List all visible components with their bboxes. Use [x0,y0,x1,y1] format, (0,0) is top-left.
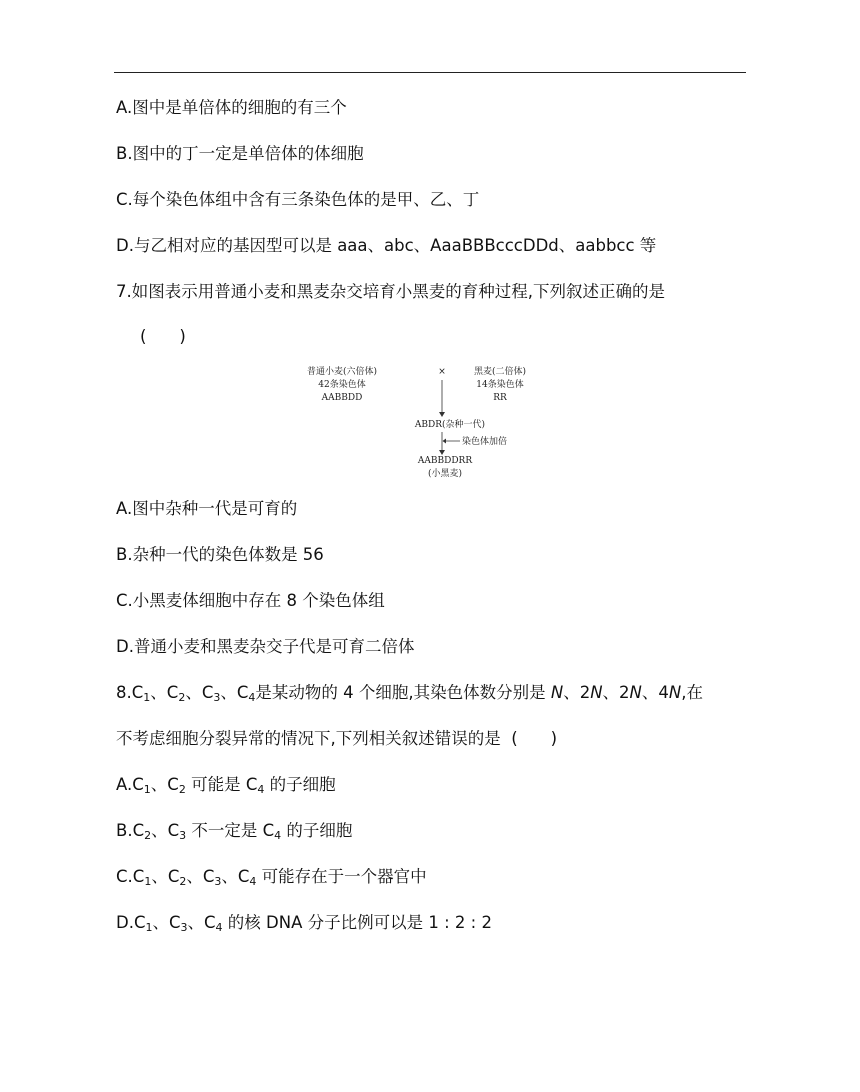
c-letter: C [132,821,145,840]
result-genome: AABBDDRR [417,456,473,466]
breeding-diagram [300,360,560,485]
breeding-diagram-svg [300,360,560,485]
subscript: 4 [215,921,223,934]
subscript: 3 [214,875,222,888]
separator: 、 [563,683,580,702]
c-letter: C [167,867,180,886]
doubling-pointer-head [443,439,447,444]
separator: 、 [185,683,202,702]
subscript: 1 [144,875,152,888]
c-letter: C [204,913,216,932]
q8-option-b [116,820,352,842]
header-rule [114,72,746,73]
c-letter: C [201,683,214,702]
doubling-label: 染色体加倍 [462,437,508,447]
n-variable: N [629,683,642,702]
c-letter: C [166,683,179,702]
subscript: 4 [257,783,265,796]
q8-answer-paren: ( ) [511,729,558,748]
c-letter: C [167,821,180,840]
q6-option-d: D.与乙相对应的基因型可以是 aaa、abc、AaaBBBcccDDd、aabbcc 等 [116,236,657,255]
n-variable: N [550,683,564,702]
c-letter: C [262,821,275,840]
c-letter: C [131,683,144,702]
c-letter: C [167,775,179,794]
separator: 、 [151,867,168,886]
subscript: 1 [145,921,153,934]
q6-option-c: C.每个染色体组中含有三条染色体的是甲、乙、丁 [116,190,480,209]
doubling-arrow-head [439,450,445,455]
option-label: B. [116,821,133,840]
subscript: 4 [274,829,282,842]
q8-stem-line1 [116,682,703,704]
result-name: (小黑麦) [427,469,463,479]
cross-arrow-head [439,412,445,417]
option-text: 的子细胞 [269,775,336,794]
q7-option-a: A.图中杂种一代是可育的 [116,499,298,518]
q7-stem: 7.如图表示用普通小麦和黑麦杂交培育小黑麦的育种过程,下列叙述正确的是 [116,282,665,301]
subscript: 3 [179,829,187,842]
separator: 、 [150,775,168,794]
hybrid-label: ABDR(杂种一代) [414,420,486,430]
option-text: 的子细胞 [286,821,353,840]
rye-genome: RR [493,393,507,403]
subscript: 3 [180,921,188,934]
subscript: 2 [178,783,186,796]
option-text: 不一定是 [191,821,263,840]
q8-stem-text: 是某动物的 4 个细胞,其染色体数分别是 [255,683,551,702]
q7-option-d: D.普通小麦和黑麦杂交子代是可育二倍体 [116,637,415,656]
q8-stem-line2 [116,728,557,750]
separator: 、 [152,913,169,932]
separator: 、 [151,821,168,840]
q8-option-d [116,912,492,934]
q7-option-c: C.小黑麦体细胞中存在 8 个染色体组 [116,591,385,610]
c-letter: C [132,775,144,794]
subscript: 2 [179,875,187,888]
q7-answer-paren: ( ) [140,327,186,346]
q8-stem-tail: ,在 [681,683,703,702]
subscript: 4 [249,875,257,888]
separator: 、 [221,867,238,886]
subscript: 3 [213,691,221,704]
q7-option-b: B.杂种一代的染色体数是 56 [116,545,324,564]
separator: 、 [187,913,205,932]
separator: 、 [186,867,203,886]
coefficient: 2 [579,683,591,702]
c-letter: C [132,867,145,886]
cross-symbol: × [438,367,446,377]
c-letter: C [236,683,249,702]
rye-chromosomes: 14条染色体 [476,380,524,390]
subscript: 2 [144,829,152,842]
separator: 、 [220,683,237,702]
rye-name: 黑麦(二倍体) [473,367,527,377]
option-text: 可能是 [191,775,246,794]
c-letter: C [245,775,258,794]
subscript: 4 [248,691,256,704]
separator: 、 [641,683,659,702]
q8-option-c [116,866,427,888]
q6-option-a: A.图中是单倍体的细胞的有三个 [116,98,347,117]
q8-option-a [116,774,336,796]
option-label: D. [116,913,134,932]
c-letter: C [133,913,146,932]
n-variable: N [590,683,603,702]
separator: 、 [150,683,167,702]
wheat-name: 普通小麦(六倍体) [306,367,378,377]
c-letter: C [237,867,250,886]
subscript: 1 [143,783,151,796]
subscript: 2 [178,691,186,704]
option-text: 可能存在于一个器官中 [261,867,427,886]
coefficient: 2 [619,683,630,702]
c-letter: C [168,913,181,932]
c-letter: C [202,867,215,886]
separator: 、 [602,683,620,702]
wheat-genome: AABBDD [321,393,363,403]
q8-stem-text: 不考虑细胞分裂异常的情况下,下列相关叙述错误的是 [116,729,501,748]
option-text: 的核 DNA 分子比例可以是 1 : 2 : 2 [227,913,492,932]
coefficient: 4 [658,683,669,702]
subscript: 1 [143,691,151,704]
q8-number: 8. [116,683,132,702]
wheat-chromosomes: 42条染色体 [318,380,366,390]
n-variable: N [668,683,682,702]
option-label: C. [116,867,133,886]
q6-option-b: B.图中的丁一定是单倍体的体细胞 [116,144,364,163]
option-label: A. [116,775,133,794]
